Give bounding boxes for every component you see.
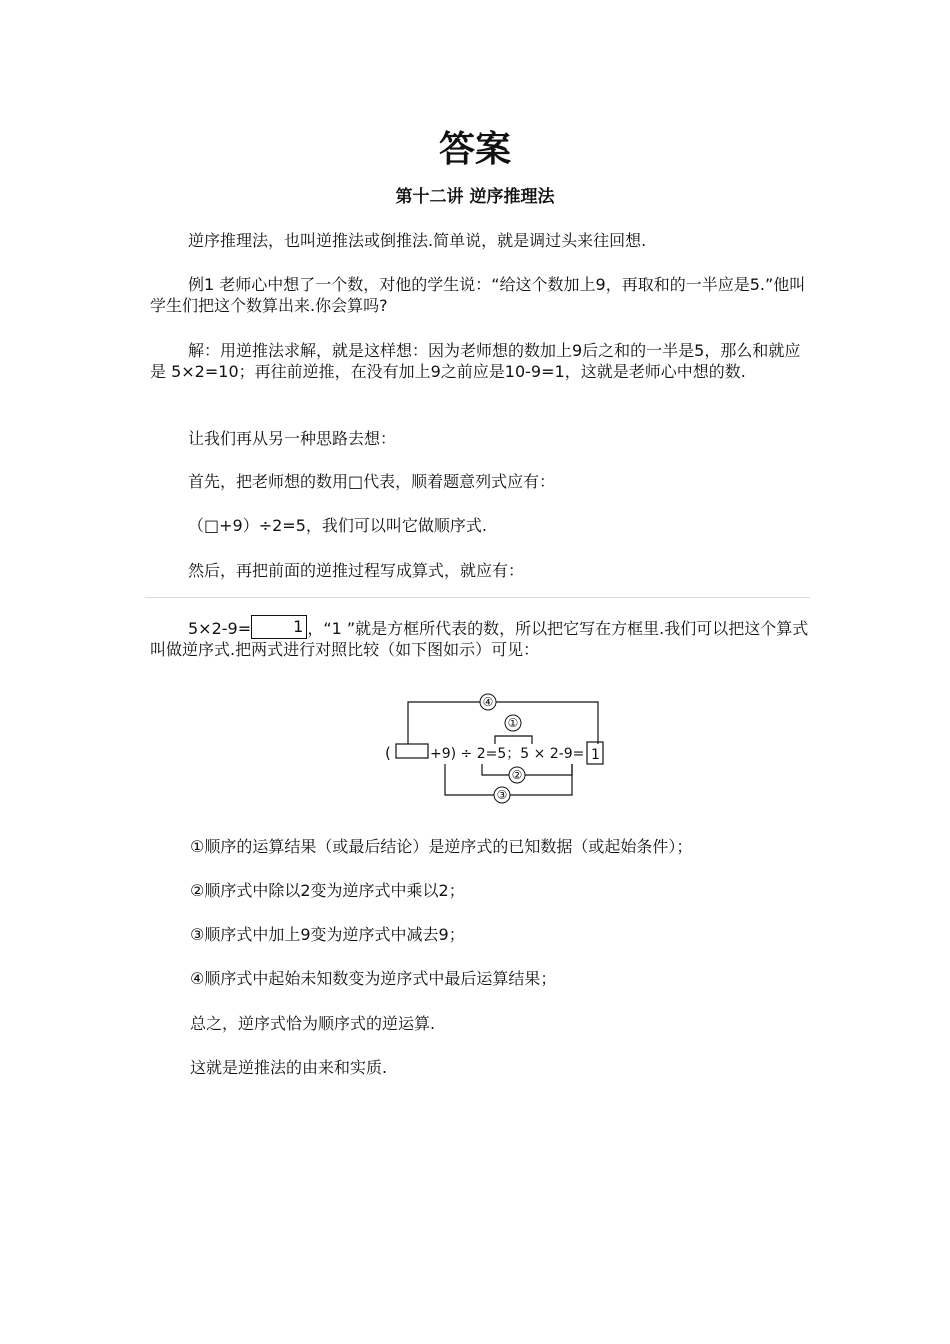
- summary-paragraph: 总之，逆序式恰为顺序式的逆运算.: [190, 1014, 436, 1033]
- observation-item-3: ③顺序式中加上9变为逆序式中减去9；: [190, 925, 465, 944]
- bracket-1: [495, 736, 532, 744]
- observation-item-2: ②顺序式中除以2变为逆序式中乘以2；: [190, 881, 465, 900]
- reverse-formula: 5×2-9=: [188, 619, 252, 638]
- page-divider: [145, 597, 810, 598]
- reverse-formula-explanation: ，“1 ”就是方框所代表的数，所以把它写在方框里.我们可以把这个算式叫做逆序式.把两式进行对照比较（如下图如示）可见：: [150, 619, 809, 659]
- section-subtitle: 第十二讲 逆序推理法: [395, 187, 555, 207]
- unknown-box: [396, 744, 428, 758]
- bracket-2: [482, 764, 572, 775]
- circle-4-label: ④: [482, 695, 494, 709]
- alt-approach-paragraph: 让我们再从另一种思路去想：: [188, 429, 397, 448]
- diagram-left-paren: (: [385, 744, 391, 762]
- circle-3-label: ③: [496, 788, 508, 802]
- bracket-4: [408, 702, 598, 744]
- closing-paragraph: 这就是逆推法的由来和实质.: [190, 1058, 388, 1077]
- diagram-result: 1: [591, 747, 600, 763]
- intro-paragraph: 逆序推理法，也叫逆推法或倒推法.简单说，就是调过头来往回想.: [188, 231, 647, 250]
- then-paragraph: 然后，再把前面的逆推过程写成算式，就应有：: [188, 561, 525, 580]
- page-title: 答案: [438, 128, 511, 170]
- first-step-paragraph: 首先，把老师想的数用□代表，顺着题意列式应有：: [188, 472, 556, 491]
- example-paragraph: 例1 老师心中想了一个数，对他的学生说：“给这个数加上9，再取和的一半应是5.”他叫学生们把这个数算出来.你会算吗?: [150, 275, 806, 315]
- solution-paragraph: 解：用逆推法求解，就是这样想：因为老师想的数加上9后之和的一半是5，那么和就应是 5×2=10；再往前逆推，在没有加上9之前应是10-9=1，这就是老师心中想的数.: [150, 341, 801, 381]
- reverse-formula-paragraph: [150, 618, 810, 660]
- diagram-equations: +9) ÷ 2=5；5 × 2-9=: [430, 746, 585, 762]
- observation-item-1: ①顺序的运算结果（或最后结论）是逆序式的已知数据（或起始条件）；: [190, 837, 693, 856]
- comparison-diagram: [380, 692, 620, 812]
- circle-1-label: ①: [507, 716, 519, 730]
- circle-2-label: ②: [511, 768, 523, 782]
- observation-item-4: ④顺序式中起始未知数变为逆序式中最后运算结果；: [190, 969, 557, 988]
- forward-formula-paragraph: （□+9）÷2=5，我们可以叫它做顺序式.: [188, 516, 487, 535]
- answer-box: 1: [251, 615, 307, 639]
